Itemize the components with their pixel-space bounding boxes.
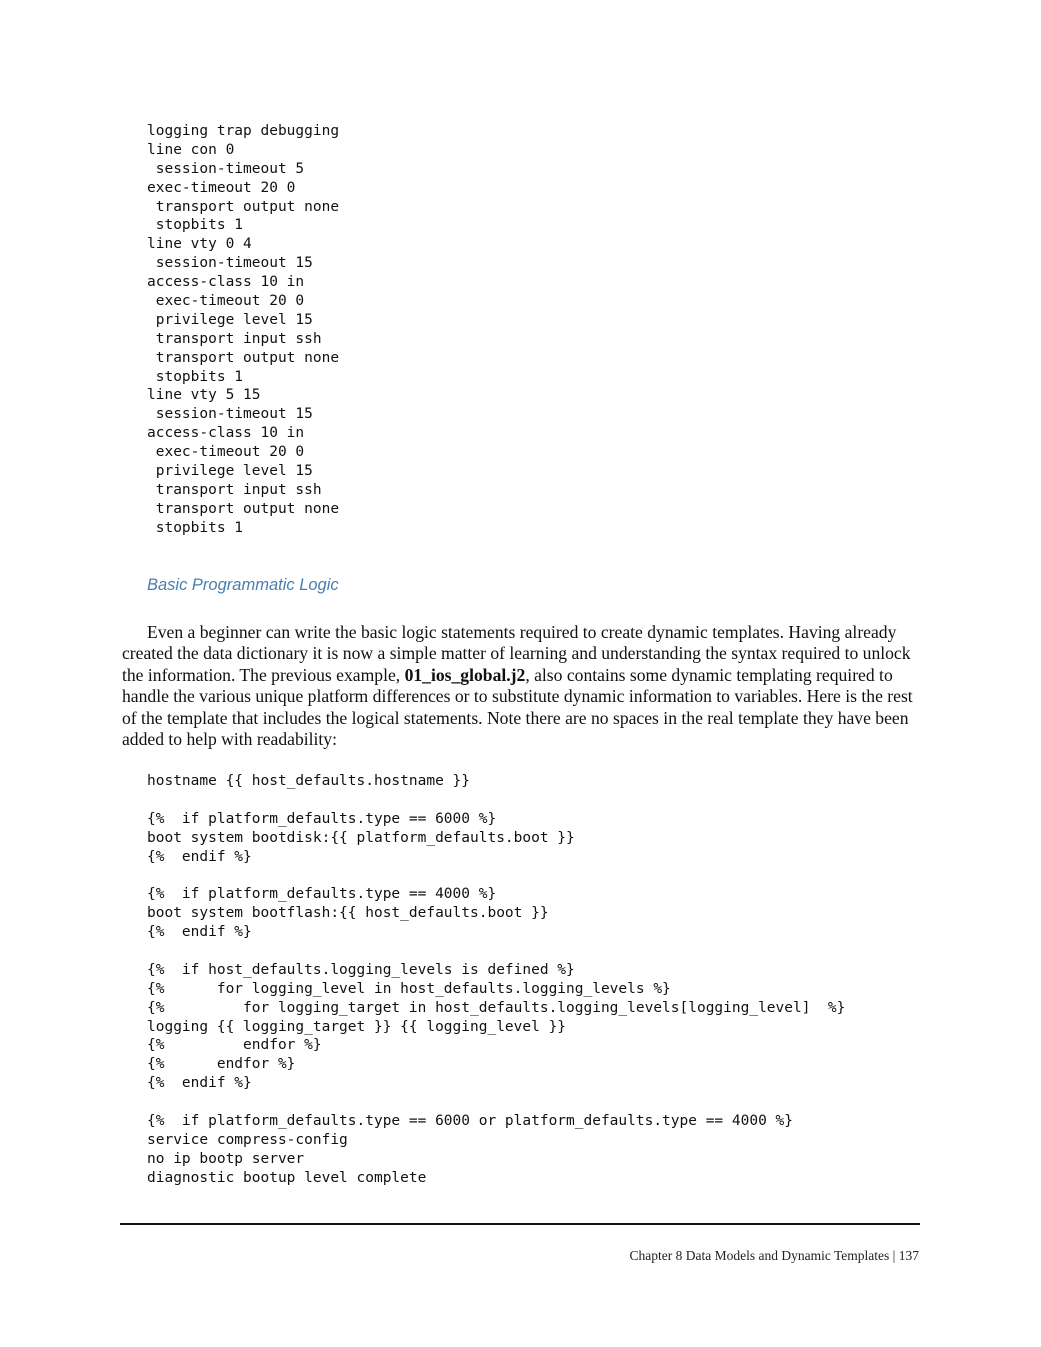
code-line: session-timeout 5: [147, 160, 305, 177]
paragraph-filename: 01_ios_global.j2: [404, 664, 526, 685]
code-line: access-class 10 in: [147, 425, 305, 442]
code-line: exec-timeout 20 0: [147, 444, 305, 461]
code-line: transport input ssh: [147, 481, 322, 498]
code-line: transport output none: [147, 349, 340, 366]
code-line: {% for logging_target in host_defaults.logging_levels[logging_level] %}: [147, 999, 846, 1016]
code-line: boot system bootdisk:{{ platform_defaults.boot }}: [147, 829, 575, 846]
code-line: [147, 942, 845, 961]
code-line: [147, 791, 845, 810]
code-line: [147, 866, 845, 885]
code-line: stopbits 1: [147, 519, 244, 536]
code-line: {% if platform_defaults.type == 6000 %}: [147, 810, 497, 827]
code-line: transport output none: [147, 500, 340, 517]
code-line: exec-timeout 20 0: [147, 293, 305, 310]
section-heading: Basic Programmatic Logic: [147, 576, 339, 594]
code-line: {% endfor %}: [147, 1056, 296, 1073]
code-line: {% if host_defaults.logging_levels is defined %}: [147, 961, 575, 978]
code-line: boot system bootflash:{{ host_defaults.boot }}: [147, 905, 549, 922]
code-line: service compress-config: [147, 1131, 348, 1148]
code-line: logging trap debugging: [147, 123, 340, 139]
code-line: {% if platform_defaults.type == 4000 %}: [147, 886, 497, 903]
code-line: {% if platform_defaults.type == 6000 or platform_defaults.type == 4000 %}: [147, 1113, 794, 1130]
code-line: line con 0: [147, 141, 235, 158]
paragraph-text-1: Even a beginner can write the basic logic statements required to create dynamic templates. Having already created the data dictionary it is now a simple matter of learning and understanding the syntax required to unlock the information. The previous example,: [122, 622, 911, 685]
footer-rule: [120, 1223, 920, 1225]
code-line: hostname {{ host_defaults.hostname }}: [147, 773, 471, 789]
code-line: line vty 5 15: [147, 387, 261, 404]
code-line: {% endif %}: [147, 1075, 252, 1092]
code-line: diagnostic bootup level complete: [147, 1169, 427, 1186]
code-line: transport input ssh: [147, 330, 322, 347]
code-line: {% endif %}: [147, 924, 252, 941]
code-line: session-timeout 15: [147, 406, 313, 423]
code-line: privilege level 15: [147, 463, 313, 480]
code-line: {% for logging_level in host_defaults.logging_levels %}: [147, 980, 671, 997]
code-line: exec-timeout 20 0: [147, 179, 296, 196]
code-line: logging {{ logging_target }} {{ logging_level }}: [147, 1018, 567, 1035]
code-line: stopbits 1: [147, 368, 244, 385]
code-block-top: [147, 122, 339, 538]
code-line: access-class 10 in: [147, 274, 305, 291]
code-line: [147, 1093, 845, 1112]
code-line: {% endif %}: [147, 848, 252, 865]
code-line: stopbits 1: [147, 217, 244, 234]
body-paragraph: [122, 622, 922, 750]
code-line: no ip bootp server: [147, 1150, 305, 1167]
code-line: session-timeout 15: [147, 255, 313, 272]
code-line: transport output none: [147, 198, 340, 215]
code-line: privilege level 15: [147, 311, 313, 328]
code-line: line vty 0 4: [147, 236, 252, 253]
code-block-bottom: [147, 772, 845, 1188]
paragraph-text-2: , also contains some dynamic templating required to handle the various unique platform differences or to substitute dynamic information to variables. Here is the rest of the template that includes the logical statements. Note there are no spaces in the real template they have been added to help with readability:: [122, 664, 913, 750]
code-line: {% endfor %}: [147, 1037, 322, 1054]
page-footer: Chapter 8 Data Models and Dynamic Templates | 137: [629, 1248, 919, 1263]
